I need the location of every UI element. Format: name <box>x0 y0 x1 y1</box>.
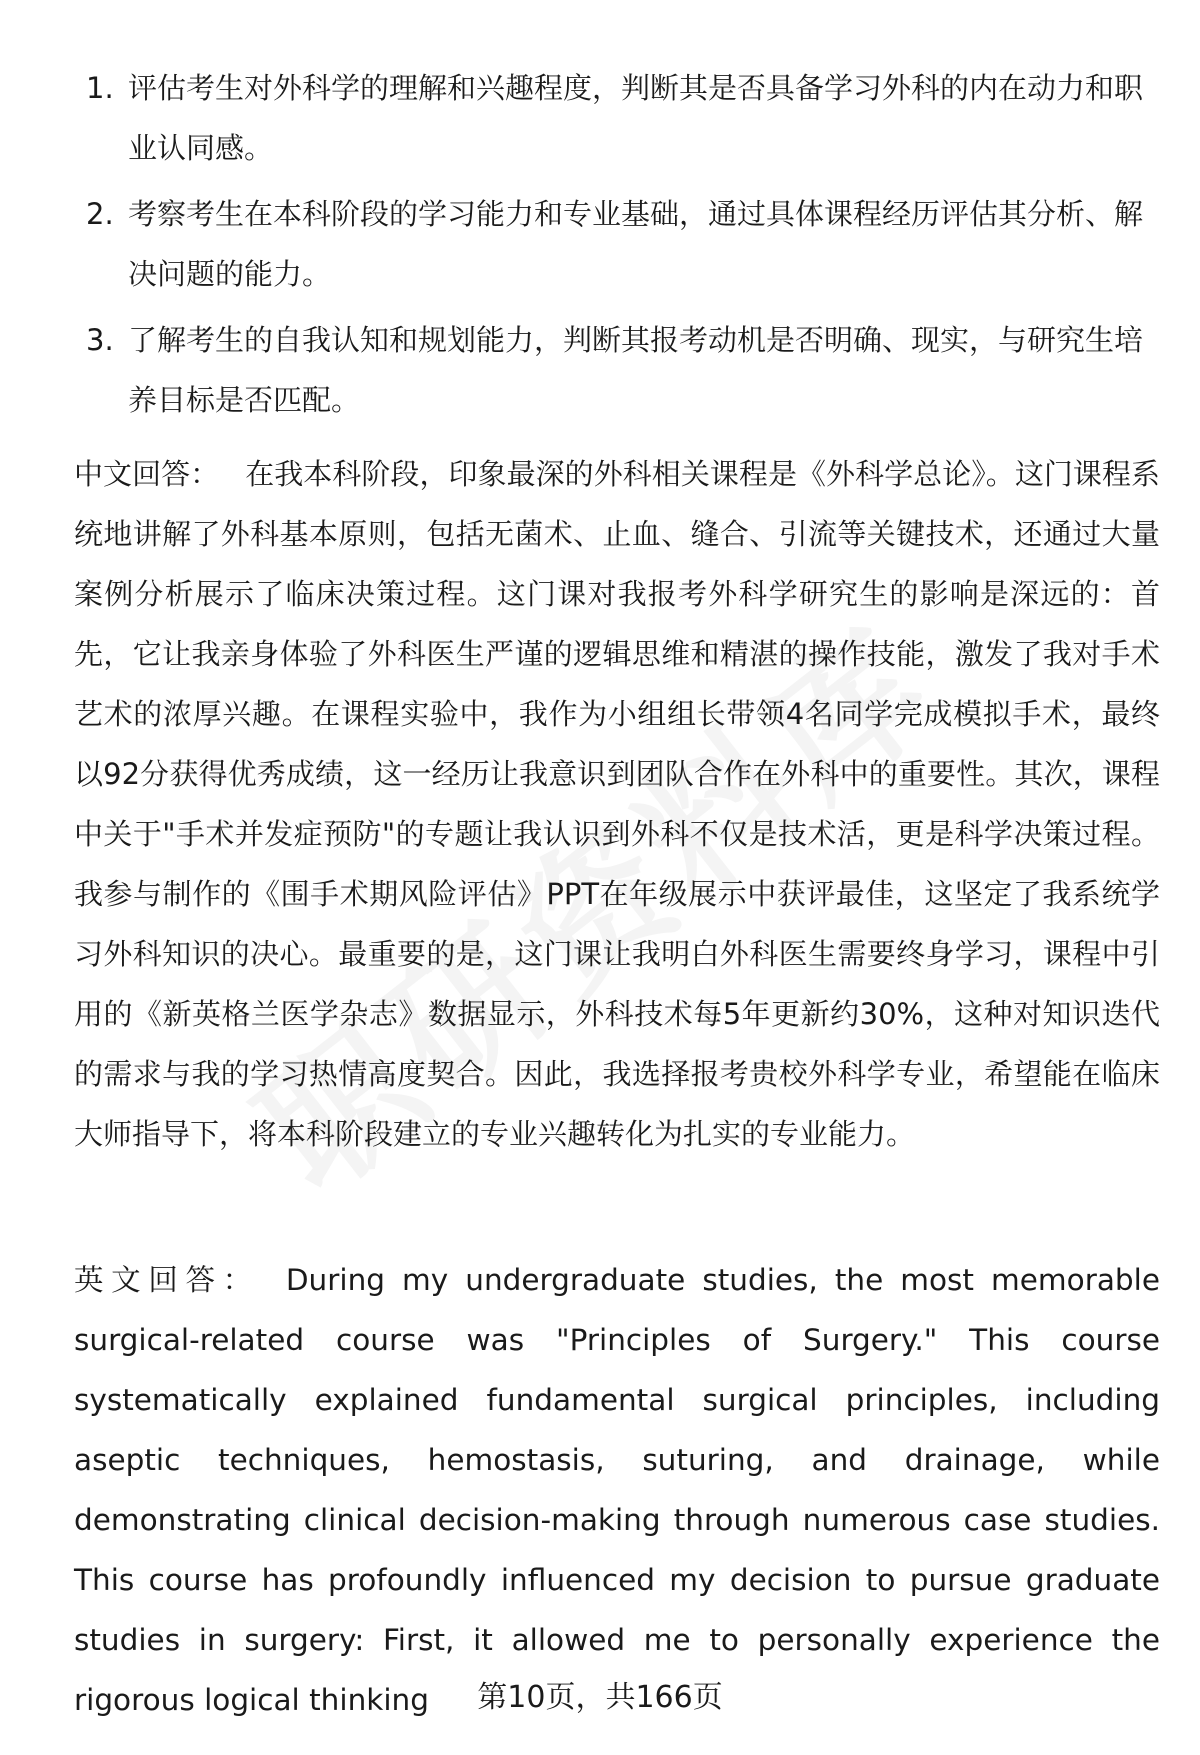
chinese-answer-text: 在我本科阶段，印象最深的外科相关课程是《外科学总论》。这门课程系统地讲解了外科基本原则，包括无菌术、止血、缝合、引流等关键技术，还通过大量案例分析展示了临床决策过程。这门课对我报考外科学研究生的影响是深远的：首先，它让我亲身体验了外科医生严谨的逻辑思维和精湛的操作技能，激发了我对手术艺术的浓厚兴趣。在课程实验中，我作为小组组长带领4名同学完成模拟手术，最终以92分获得优秀成绩，这一经历让我意识到团队合作在外科中的重要性。其次，课程中关于"手术并发症预防"的专题让我认识到外科不仅是技术活，更是科学决策过程。我参与制作的《围手术期风险评估》PPT在年级展示中获评最佳，这坚定了我系统学习外科知识的决心。最重要的是，这门课让我明白外科医生需要终身学习，课程中引用的《新英格兰医学杂志》数据显示，外科技术每5年更新约30%，这种对知识迭代的需求与我的学习热情高度契合。因此，我选择报考贵校外科学专业，希望能在临床大师指导下，将本科阶段建立的专业兴趣转化为扎实的专业能力。 <box>74 457 1160 1151</box>
chinese-answer <box>74 444 1160 1164</box>
objective-item <box>74 310 1154 430</box>
objective-number: 3. <box>86 323 114 357</box>
chinese-answer-label: 中文回答： <box>74 457 220 491</box>
objective-item <box>74 184 1154 304</box>
objective-list <box>74 58 1154 436</box>
objective-text: 考察考生在本科阶段的学习能力和专业基础，通过具体课程经历评估其分析、解决问题的能力。 <box>128 197 1144 291</box>
objective-text: 了解考生的自我认知和规划能力，判断其报考动机是否明确、现实，与研究生培养目标是否匹配。 <box>128 323 1144 417</box>
english-answer-label: 英文回答： <box>74 1263 260 1297</box>
objective-text: 评估考生对外科学的理解和兴趣程度，判断其是否具备学习外科的内在动力和职业认同感。 <box>128 71 1144 165</box>
english-answer <box>74 1250 1160 1730</box>
objective-number: 2. <box>86 197 114 231</box>
page-number: 第10页，共166页 <box>477 1680 723 1715</box>
objective-item <box>74 58 1154 178</box>
english-answer-text: During my undergraduate studies, the most memorable surgical-related course was "Principles of Surgery." This course systematically explained fundamental surgical principles, including aseptic techniques, hemostasis, suturing, and drainage, while demonstrating clinical decision-making through numerous case studies. This course has profoundly influenced my decision to pursue graduate studies in surgery: First, it allowed me to personally experience the rigorous logical thinking <box>74 1263 1160 1717</box>
objective-number: 1. <box>86 71 114 105</box>
